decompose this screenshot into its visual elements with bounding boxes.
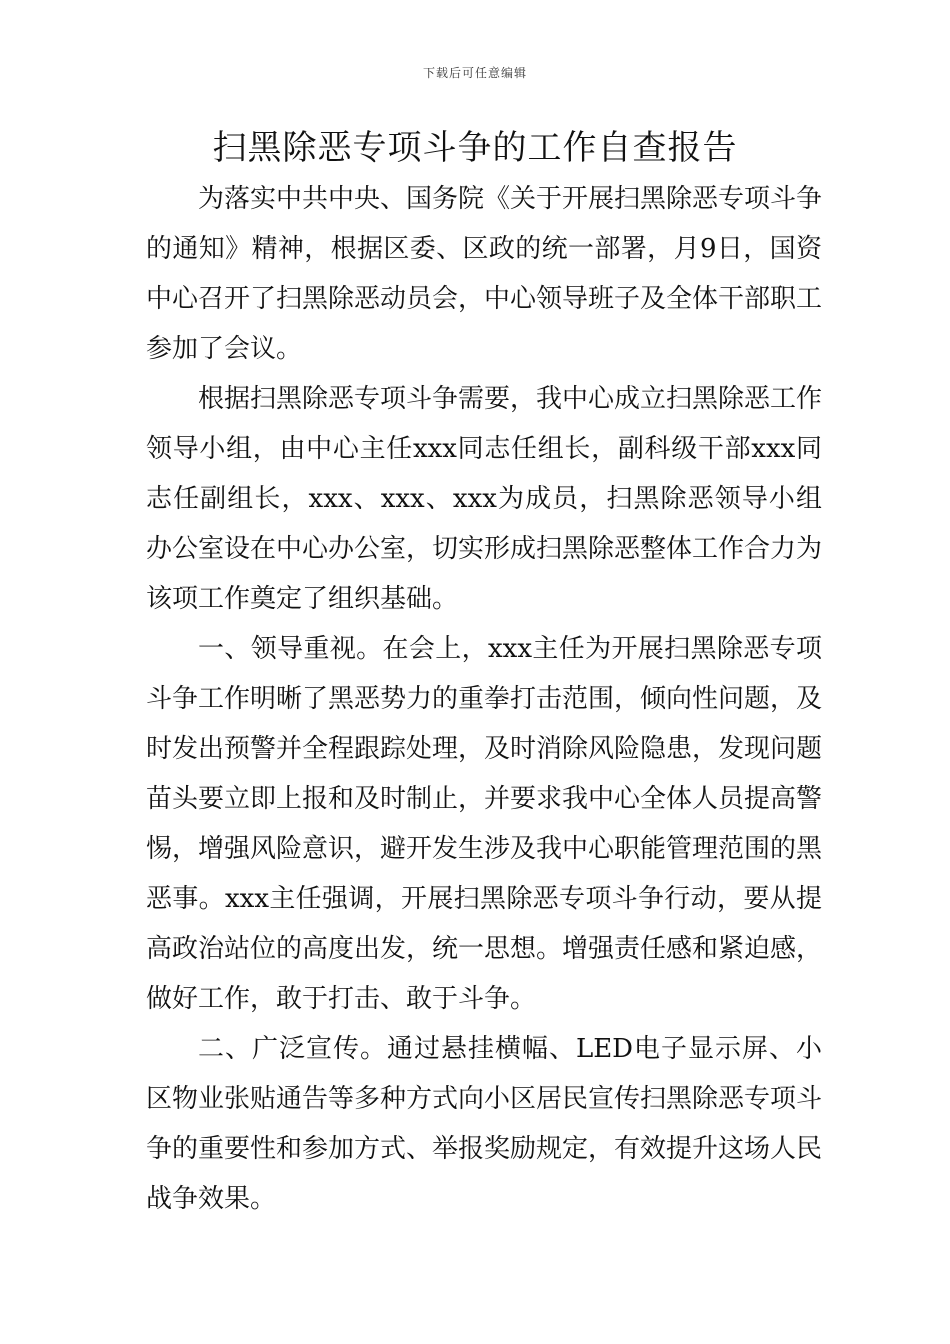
paragraph-leadership-group: 根据扫黑除恶专项斗争需要，我中心成立扫黑除恶工作领导小组，由中心主任xxx同志任组长，副科级干部xxx同志任副组长，xxx、xxx、xxx为成员，扫黑除恶领导小组办公室设在中心办公室，切实形成扫黑除恶整体工作合力为该项工作奠定了组织基础。	[146, 384, 823, 614]
paragraph-section-one: 一、领导重视。在会上，xxx主任为开展扫黑除恶专项斗争工作明晰了黑恶势力的重拳打击范围，倾向性问题，及时发出预警并全程跟踪处理，及时消除风险隐患，发现问题苗头要立即上报和及时制止，并要求我中心全体人员提高警惕，增强风险意识，避开发生涉及我中心职能管理范围的黑恶事。xxx主任强调，开展扫黑除恶专项斗争行动，要从提高政治站位的高度出发，统一思想。增强责任感和紧迫感，做好工作，敢于打击、敢于斗争。	[146, 634, 823, 1014]
document-body	[146, 174, 822, 1224]
paragraph-section-two: 二、广泛宣传。通过悬挂横幅、LED电子显示屏、小区物业张贴通告等多种方式向小区居民宣传扫黑除恶专项斗争的重要性和参加方式、举报奖励规定，有效提升这场人民战争效果。	[146, 1034, 823, 1214]
document-title: 扫黑除恶专项斗争的工作自查报告	[212, 128, 738, 168]
header-note: 下载后可任意编辑	[422, 66, 527, 80]
paragraph-intro: 为落实中共中央、国务院《关于开展扫黑除恶专项斗争的通知》精神，根据区委、区政的统一部署，月9日，国资中心召开了扫黑除恶动员会，中心领导班子及全体干部职工参加了会议。	[146, 184, 823, 364]
